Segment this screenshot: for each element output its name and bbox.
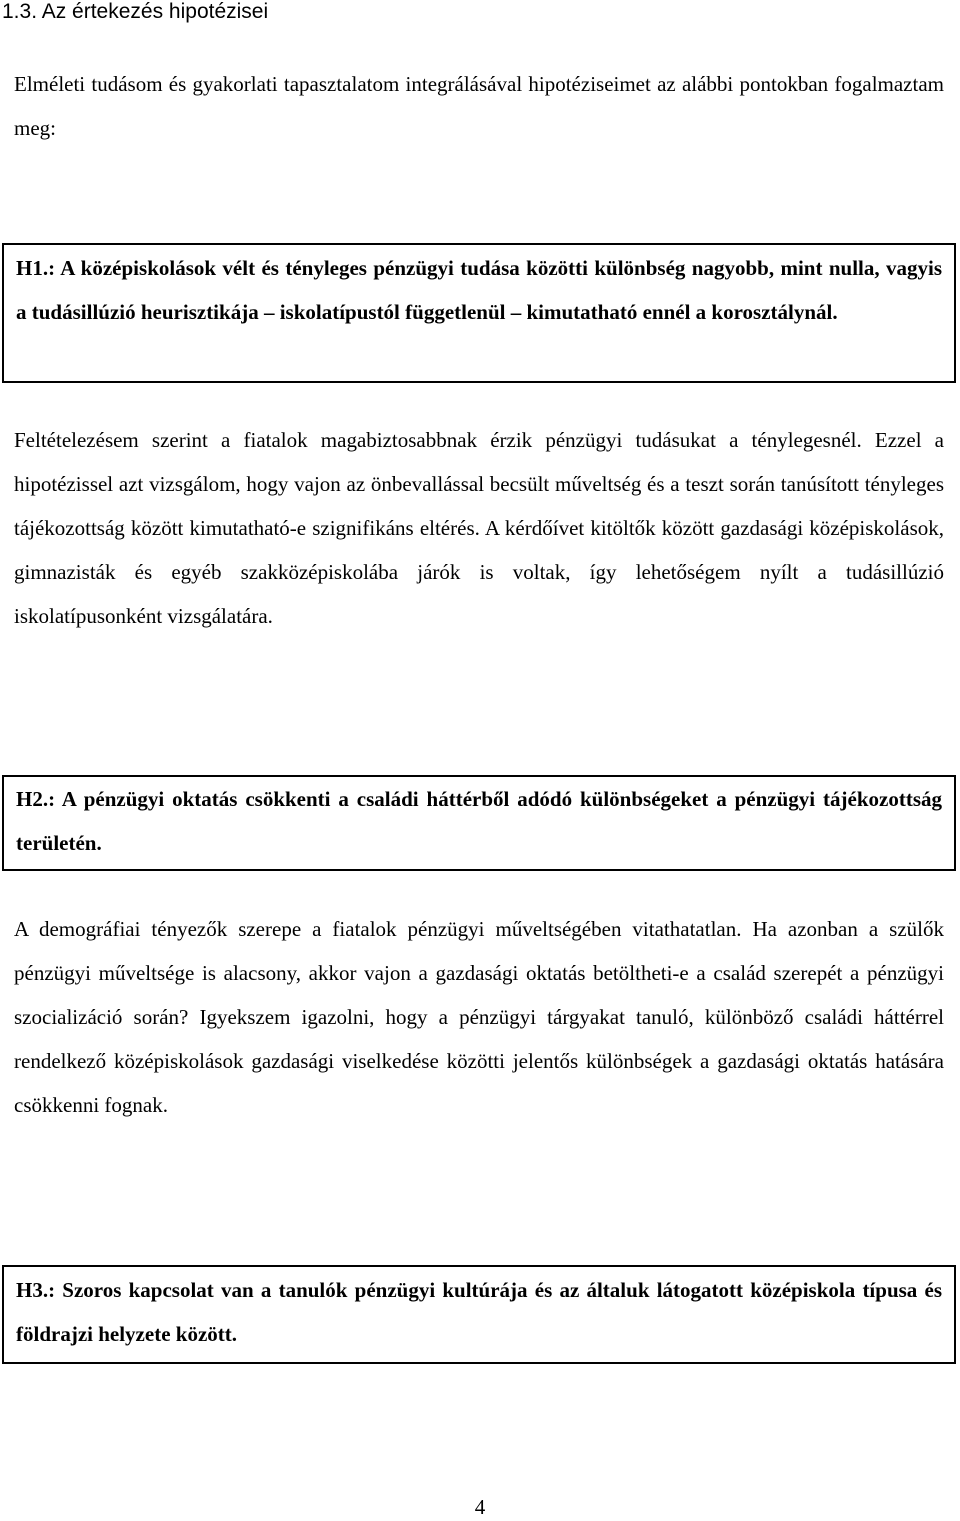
- hypothesis-explanation-h2: A demográfiai tényezők szerepe a fiatalok pénzügyi műveltségében vitathatatlan. Ha azonban a szülők pénzügyi műveltsége is alacsony, akkor vajon a gazdasági oktatás betöltheti-e a család szerepét a pénzügyi szocializáció során? Igyekszem igazolni, hogy a pénzügyi tárgyakat tanuló, különböző családi háttérrel rendelkező középiskolások gazdasági viselkedése közötti jelentős különbségek a gazdasági oktatás hatására csökkenni fognak.: [14, 917, 944, 1117]
- section-heading: 1.3. Az értekezés hipotézisei: [2, 0, 269, 23]
- intro-paragraph: Elméleti tudásom és gyakorlati tapasztalatom integrálásával hipotéziseimet az alábbi pontokban fogalmaztam meg:: [14, 72, 944, 140]
- hypothesis-text-h1: H1.: A középiskolások vélt és tényleges pénzügyi tudása közötti különbség nagyobb, mint nulla, vagyis a tudásillúzió heurisztikája – iskolatípustól függetlenül – kimutatható ennél a korosztálynál.: [16, 256, 942, 324]
- hypothesis-box-h3: [2, 1265, 956, 1364]
- hypothesis-explanation-h1: Feltételezésem szerint a fiatalok magabiztosabbnak érzik pénzügyi tudásukat a ténylegesnél. Ezzel a hipotézissel azt vizsgálom, hogy vajon az önbevallással becsült műveltség és a teszt során tanúsított tényleges tájékozottság között kimutatható-e szignifikáns eltérés. A kérdőívet kitöltők között gazdasági középiskolások, gimnazisták és egyéb szakközépiskolába járók is voltak, így lehetőségem nyílt a tudásillúzió iskolatípusonként vizsgálatára.: [14, 428, 944, 628]
- hypothesis-box-h1: [2, 243, 956, 383]
- hypothesis-text-h3: H3.: Szoros kapcsolat van a tanulók pénzügyi kultúrája és az általuk látogatott középiskola típusa és földrajzi helyzete között.: [16, 1278, 942, 1346]
- hypothesis-text-h2: H2.: A pénzügyi oktatás csökkenti a családi háttérből adódó különbségeket a pénzügyi tájékozottság területén.: [16, 787, 942, 855]
- hypothesis-box-h2: [2, 775, 956, 871]
- page-number: 4: [474, 1495, 486, 1519]
